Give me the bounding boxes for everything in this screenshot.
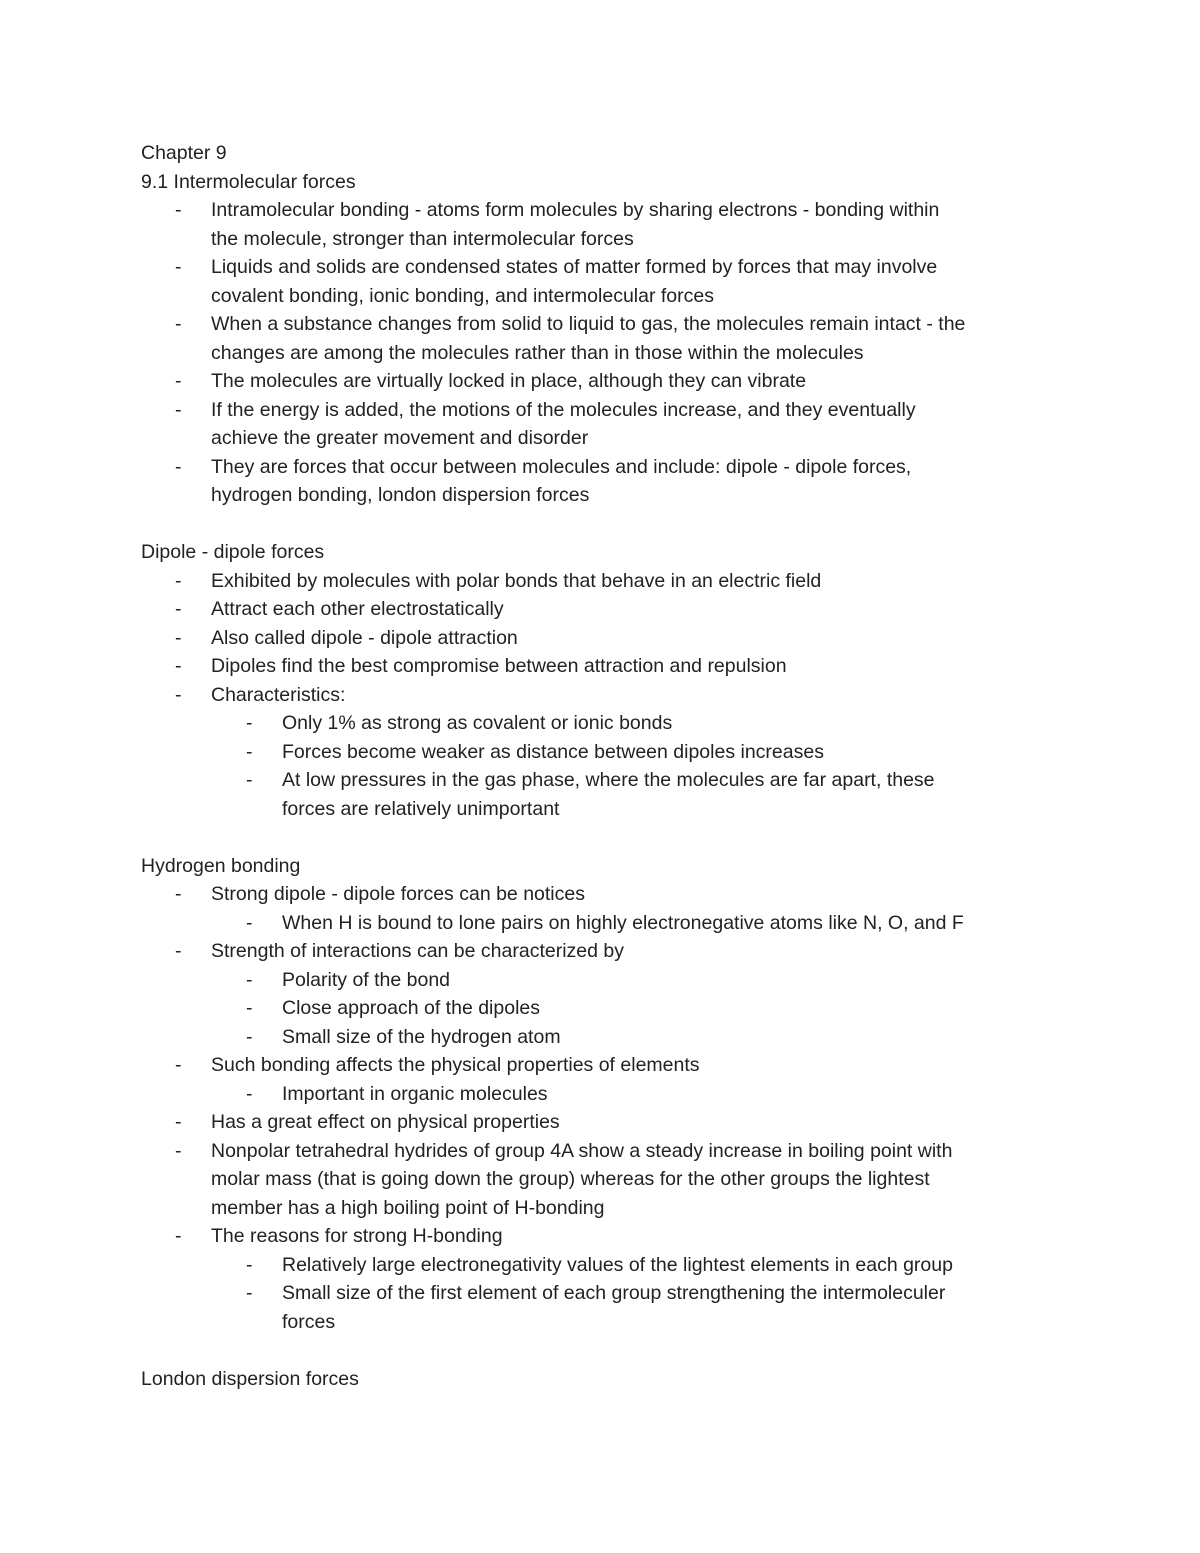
bullet-item [141,253,1071,310]
bullet-text-line: Relatively large electronegativity values of the lightest elements in each group [282,1253,953,1276]
bullet-dash: - [246,997,253,1019]
sub-bullet-list [211,966,1071,1052]
bullet-text-line: Important in organic molecules [282,1082,548,1105]
bullet-text-line: When a substance changes from solid to liquid to gas, the molecules remain intact - the [211,313,966,335]
spacer [141,1336,1071,1365]
heading-dipole: Dipole - dipole forces [141,541,325,563]
bullet-text-line: Small size of the hydrogen atom [282,1025,561,1048]
bullet-text-line: The reasons for strong H-bonding [211,1225,503,1247]
bullet-item [141,396,1071,453]
chapter-title: Chapter 9 [141,142,227,164]
bullet-text-line: Intramolecular bonding - atoms form molecules by sharing electrons - bonding within [211,199,940,221]
bullet-text-line: forces [282,1310,336,1333]
bullet-dash: - [175,313,182,335]
spacer [141,510,1071,539]
bullet-text-line: Attract each other electrostatically [211,598,504,620]
bullet-item [141,681,1071,824]
notes-content [141,139,1071,1393]
bullet-text-line: Characteristics: [211,683,346,706]
bullet-dash: - [175,655,182,677]
bullet-item [141,567,1071,596]
bullet-item [141,880,1071,937]
bullet-text-line: If the energy is added, the motions of the molecules increase, and they eventually [211,398,916,421]
sub-bullet-item [211,709,1071,738]
bullet-text-line: forces are relatively unimportant [282,797,560,820]
bullet-dash: - [175,598,182,620]
bullet-text-line: Liquids and solids are condensed states of matter formed by forces that may involve [211,256,938,278]
bullet-text-line: At low pressures in the gas phase, where the molecules are far apart, these [282,769,935,791]
sub-bullet-item [211,738,1071,767]
bullet-item [141,196,1071,253]
bullet-dash: - [175,683,182,706]
bullet-item [141,453,1071,510]
bullet-dash: - [175,1054,182,1076]
bullet-dash: - [175,256,182,278]
sub-bullet-item [211,1251,1071,1280]
bullet-text-line: molar mass (that is going down the group) whereas for the other groups the lightest [211,1168,930,1190]
bullet-dash: - [246,1025,253,1048]
bullet-dash: - [175,370,182,392]
sub-bullet-list [211,1080,1071,1109]
bullet-item [141,1222,1071,1336]
bullet-dash: - [175,1225,182,1247]
bullet-text-line: Only 1% as strong as covalent or ionic bonds [282,712,673,734]
sub-bullet-item [211,766,1071,823]
bullet-text-line: Strength of interactions can be characterized by [211,940,624,962]
sub-bullet-item [211,994,1071,1023]
bullet-text-line: Forces become weaker as distance between dipoles increases [282,740,824,763]
sub-bullet-list [211,709,1071,823]
bullet-list-intermolecular [141,196,1071,510]
bullet-dash: - [175,199,182,221]
sub-bullet-item [211,1279,1071,1336]
bullet-text-line: Close approach of the dipoles [282,997,541,1019]
section-title: 9.1 Intermolecular forces [141,170,356,193]
bullet-text-line: Small size of the first element of each group strengthening the intermoleculer [282,1282,946,1304]
bullet-item [141,1051,1071,1108]
bullet-dash: - [175,1111,182,1133]
bullet-dash: - [246,911,253,934]
bullet-list-dipole [141,567,1071,824]
sub-bullet-item [211,1080,1071,1109]
bullet-dash: - [246,1253,253,1276]
bullet-dash: - [175,940,182,962]
bullet-text-line: member has a high boiling point of H-bonding [211,1196,605,1219]
bullet-item [141,1108,1071,1137]
bullet-item [141,652,1071,681]
bullet-item [141,367,1071,396]
sub-bullet-list [211,909,1071,938]
bullet-dash: - [175,883,182,905]
bullet-dash: - [175,1139,182,1162]
sub-bullet-item [211,966,1071,995]
bullet-text-line: Also called dipole - dipole attraction [211,626,518,649]
bullet-text-line: Nonpolar tetrahedral hydrides of group 4A show a steady increase in boiling point with [211,1139,953,1162]
sub-bullet-item [211,1023,1071,1052]
bullet-dash: - [246,1282,253,1304]
bullet-dash: - [175,455,182,478]
bullet-text-line: Exhibited by molecules with polar bonds that behave in an electric field [211,569,822,592]
bullet-text-line: They are forces that occur between molecules and include: dipole - dipole forces, [211,455,912,478]
bullet-text-line: the molecule, stronger than intermolecular forces [211,227,634,250]
heading-hydrogen: Hydrogen bonding [141,854,301,877]
bullet-text-line: changes are among the molecules rather than in those within the molecules [211,341,864,364]
bullet-text-line: achieve the greater movement and disorder [211,427,589,449]
bullet-item [141,595,1071,624]
bullet-dash: - [246,712,253,734]
bullet-text-line: Polarity of the bond [282,968,451,991]
bullet-dash: - [246,1082,253,1105]
bullet-dash: - [246,769,253,791]
bullet-dash: - [175,626,182,649]
bullet-text-line: Such bonding affects the physical properties of elements [211,1054,700,1076]
bullet-dash: - [175,569,182,592]
bullet-item [141,624,1071,653]
bullet-dash: - [175,398,182,421]
bullet-item [141,310,1071,367]
bullet-item [141,937,1071,1051]
bullet-text-line: covalent bonding, ionic bonding, and intermolecular forces [211,284,714,307]
bullet-text-line: When H is bound to lone pairs on highly electronegative atoms like N, O, and F [282,911,964,934]
bullet-dash: - [246,740,253,763]
bullet-text-line: hydrogen bonding, london dispersion forces [211,484,590,506]
sub-bullet-list [211,1251,1071,1337]
bullet-dash: - [246,968,253,991]
bullet-text-line: Has a great effect on physical properties [211,1111,560,1133]
bullet-text-line: Strong dipole - dipole forces can be notices [211,883,585,905]
bullet-text-line: The molecules are virtually locked in place, although they can vibrate [211,370,807,392]
spacer [141,823,1071,852]
bullet-list-hydrogen [141,880,1071,1336]
bullet-text-line: Dipoles find the best compromise between attraction and repulsion [211,655,787,677]
bullet-item [141,1137,1071,1223]
heading-london: London dispersion forces [141,1367,359,1390]
sub-bullet-item [211,909,1071,938]
